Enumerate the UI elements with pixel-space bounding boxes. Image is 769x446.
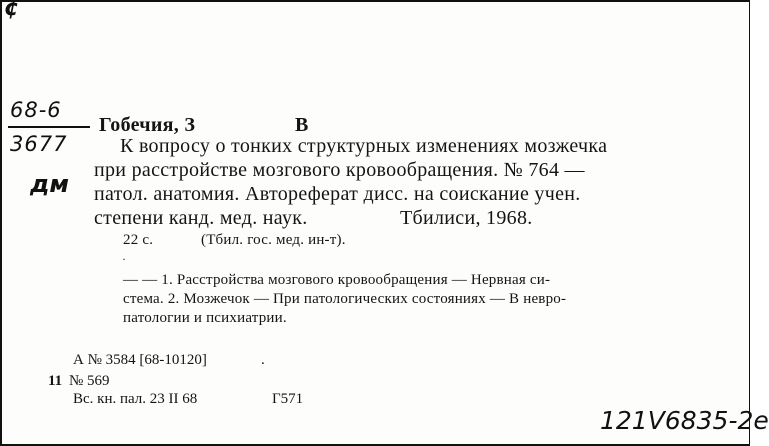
handwritten-initials: дм	[30, 170, 69, 198]
subject-line-2: стема. 2. Мозжечок — При патологических состояниях — В невро-	[123, 291, 567, 307]
handwritten-shelf-mark-bottom: 3677	[10, 132, 68, 156]
order-number: № 569	[69, 373, 110, 389]
order-prefix: 11	[48, 373, 63, 389]
handwritten-bottom-code: 121V6835-2е	[600, 406, 769, 435]
print-code: Г571	[272, 391, 304, 407]
accession-dot: .	[261, 352, 265, 368]
accession-number: А № 3584 [68-10120]	[73, 352, 207, 368]
page-count: 22 с.	[123, 232, 154, 248]
shelf-mark-divider	[8, 126, 90, 128]
author-letter: В	[295, 114, 309, 136]
printing-info: Вс. кн. пал. 23 II 68	[73, 391, 198, 407]
title-line-3: патол. анатомия. Автореферат дисс. на соискание учен.	[94, 183, 581, 205]
author-name: Гобечия, З	[99, 114, 196, 136]
stray-dot: ·	[122, 252, 126, 266]
handwritten-shelf-mark-top: 68-6	[10, 98, 62, 122]
place-year: Тбилиси, 1968.	[400, 207, 533, 229]
subject-line-1: — — 1. Расстройства мозгового кровообращения — Нервная си-	[123, 272, 551, 288]
handwritten-corner-mark: ¢	[4, 0, 20, 21]
title-line-4: степени канд. мед. наук.	[94, 207, 308, 229]
subject-line-3: патологии и психиатрии.	[123, 310, 287, 326]
title-line-2: при расстройстве мозгового кровообращения. № 764 —	[94, 159, 585, 181]
title-line-1: К вопросу о тонких структурных изменениях мозжечка	[120, 135, 608, 157]
publisher: (Тбил. гос. мед. ин-т).	[201, 232, 346, 248]
